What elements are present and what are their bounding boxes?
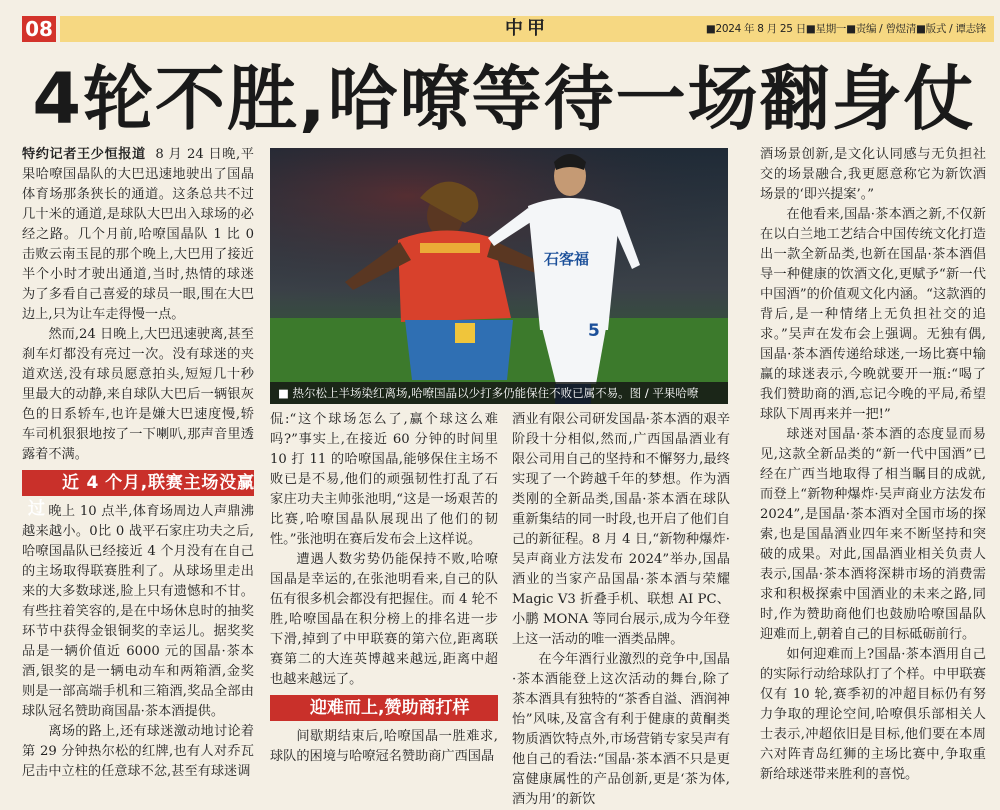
photo-illustration: [270, 148, 728, 404]
section-band: [60, 16, 994, 42]
paragraph-text: 8 月 24 日晚,平果哈嘹国晶队的大巴迅速地驶出了国晶体育场那条狭长的通道。这条总共不过几十米的通道,是球队大巴出入球场的必经之路。几个月前,哈嘹国晶队 1 比 0 击败云南玉昆的那个晚上,大巴用了接近半个小时才驶出通道,当时,热情的球迷为了多看自己喜爱的球员一眼,围在大巴边上,只为让车走得慢一点。: [22, 147, 254, 322]
byline: 特约记者王少恒报道: [22, 147, 146, 162]
paragraph: 球迷对国晶·茶本酒的态度显而易见,这款全新品类的“新一代中国酒”已经在广西当地取得了相当瞩目的成就,而登上“新物种爆炸·吴声商业方法发布 2024”,是国晶·茶本酒对全国市场的探索,也是国晶酒业四年来不断坚持和突破的成果。对此,国晶酒业相关负责人表示,国晶·茶本酒将深耕市场的消费需求和积极探索中国酒业的未来之路,同时,作为赞助商他们也鼓励哈嘹国晶队迎难而上,朝着自己的目标砥砺前行。: [760, 427, 986, 642]
column-3: [512, 410, 730, 807]
page-header: [0, 0, 1000, 40]
paragraph: 如何迎难而上?国晶·茶本酒用自己的实际行动给球队打了个样。中甲联赛仅有 10 轮,赛季初的冲超目标仍有努力争取的理论空间,哈嘹俱乐部相关人士表示,冲超依旧是目标,他们要在本周六对阵青岛红狮的主场比赛中,争取重新给球迷带来胜利的喜悦。: [760, 647, 986, 782]
paragraph: 间歇期结束后,哈嘹国晶一胜难求,球队的困境与哈嘹冠名赞助商广西国晶: [270, 729, 498, 764]
headline: 4轮不胜,哈嘹等待一场翻身仗: [32, 58, 976, 140]
paragraph: 侃:“这个球场怎么了,赢个球这么难吗?”事实上,在接近 60 分钟的时间里 10 打 11 的哈嘹国晶,能够保住主场不败已是不易,他们的顽强韧性打乱了石家庄功夫主帅张池明,“这是一场艰苦的比赛,哈嘹国晶队展现出了他们的韧性。”张池明在赛后发布会上这样说。: [270, 412, 498, 547]
paragraph: 在他看来,国晶·茶本酒之新,不仅新在以白兰地工艺结合中国传统文化打造出一款全新品类,也新在国晶·茶本酒倡导一种健康的饮酒文化,更赋予“新一代中国酒”的价值观文化内涵。“这款酒的背后,是一种情绪上无负担社交的追求。”吴声在发布会上强调。无独有偶,国晶·茶本酒传递给球迷,一场比赛中输赢的球迷表示,今晚就要开一瓶:“喝了我们赞助商的酒,忘记今晚的平局,希望球队下周再来并一把!”: [760, 207, 986, 422]
paragraph: 酒业有限公司研发国晶·茶本酒的艰辛阶段十分相似,然而,广西国晶酒业有限公司用自己的坚持和不懈努力,最终实现了一个跨越千年的梦想。作为酒类刚的全新品类,国晶·茶本酒在球队重新集结的同一时段,也开启了他们自己的新征程。8 月 4 日,“新物种爆炸·吴声商业方法发布 2024”举办,国晶酒业的当家产品国晶·茶本酒与荣耀 Magic V3 折叠手机、联想 AI PC、小鹏 MONA 等同台展示,成为今年登上这一活动的唯一酒类品牌。: [512, 412, 730, 647]
jersey-text: 石客福: [544, 250, 590, 268]
paragraph: 然而,24 日晚上,大巴迅速驶离,甚至刹车灯都没有亮过一次。没有球迷的夹道欢送,没有球员愿意拍头,短短几十秒里最大的动静,来自球队大巴后一辆银灰色的日系轿车,也许是嫌大巴速度慢,轿车司机狠狠地按了一下喇叭,那声音里透露着不满。: [22, 327, 254, 462]
jersey-number: 5: [588, 321, 600, 341]
section-title: 中甲: [505, 18, 549, 39]
lead-paragraph: [22, 145, 254, 325]
subheading: 近 4 个月,联赛主场没赢过: [22, 470, 254, 496]
paragraph: 离场的路上,还有球迷激动地讨论着第 29 分钟热尔松的红牌,也有人对乔瓦尼击中立柱的任意球不忿,甚至有球迷调: [22, 724, 254, 779]
dateline: ■2024 年 8 月 25 日■星期一■责编 / 曾煜清■版式 / 谭志锋: [705, 23, 986, 35]
paragraph: 遭遇人数劣势仍能保持不败,哈嘹国晶是幸运的,在张池明看来,自己的队伍有很多机会都没有把握住。而 4 轮不胜,哈嘹国晶在积分榜上的排名进一步下滑,掉到了中甲联赛的第六位,距离联赛第二的大连英博越来越远,距离中超也越来越远了。: [270, 552, 498, 687]
column-4: [760, 145, 986, 782]
photo-caption: ■ 热尔松上半场染红离场,哈嘹国晶以少打多仍能保住不败已属不易。图 / 平果哈嘹: [270, 382, 728, 404]
match-photo: [270, 148, 728, 404]
paragraph: 酒场景创新,是文化认同感与无负担社交的场景融合,我更愿意称它为新饮酒场景的‘即兴提案’。”: [760, 147, 986, 202]
subheading: 迎难而上,赞助商打样: [270, 695, 498, 721]
column-2: [270, 410, 498, 782]
paragraph: 在今年酒行业激烈的竞争中,国晶·茶本酒能登上这次活动的舞台,除了茶本酒具有独特的“茶香自溢、酒润神怡”风味,及富含有利于健康的黄酮类物质酒饮特点外,市场营销专家吴声有他自己的看法:“国晶·茶本酒不只是更富健康属性的产品创新,更是‘茶为体,酒为用’的新饮: [512, 652, 730, 807]
paragraph: 晚上 10 点半,体育场周边人声鼎沸越来越小。0比 0 战平石家庄功夫之后,哈嘹国晶队已经接近 4 个月没有在自己的主场取得联赛胜利了。从球场里走出来的大多数球迷,脸上只有遗憾和不甘。有些拄着笑容的,是在中场休息时的抽奖环节中获得金银铜奖的幸运儿。据奖奖品是一辆价值近 6000 元的国晶·茶本酒,银奖的是一辆电动车和两箱酒,金奖则是一部高端手机和三箱酒,奖品全部由球队冠名赞助商国晶·茶本酒提供。: [22, 504, 254, 719]
column-1: [22, 145, 254, 782]
page-number: 08: [22, 16, 56, 42]
